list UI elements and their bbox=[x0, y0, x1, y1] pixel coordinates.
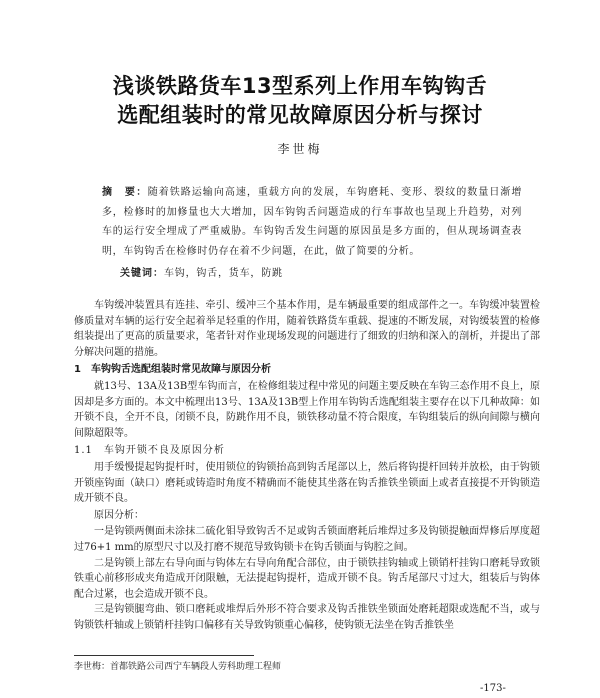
author: 李世梅 bbox=[277, 142, 323, 156]
keywords-label: 关键词： bbox=[120, 268, 164, 279]
subsection-heading-1-1: 1.1 车钩开锁不良及原因分析 bbox=[74, 445, 225, 457]
abstract bbox=[102, 183, 522, 261]
paragraph-unlock: 用手缓慢提起钩提杆时，使用锁位的钩锁抬高到钩舌尾部以上，然后将钩提杆回转并放松，由于钩锁开锁座钩面（缺口）磨耗或铸造时角度不精确而不能使其坐落在钩舌推铁坐锁面上或者直接提不开钩锁造成开锁不良。 bbox=[74, 461, 540, 505]
paragraph-intro: 车钩缓冲装置具有连挂、牵引、缓冲三个基本作用，是车辆最重要的组成部件之一。车钩缓冲装置检修质量对车辆的运行安全起着举足轻重的作用，随着铁路货车重载、提速的不断发展，对钩缓装置的检修组装提出了更高的质量要求，笔者针对作业现场发现的问题进行了细致的归纳和深入的剖析，并提出了部分解决问题的措施。 bbox=[74, 300, 540, 358]
title-line-1: 浅谈铁路货车13型系列上作用车钩钩舌 bbox=[112, 74, 488, 98]
footnote: 李世梅：首都铁路公司西宁车辆段人劳科助理工程师 bbox=[74, 662, 282, 672]
paragraph-section-1: 就13号、13A及13B型车钩而言，在检修组装过程中常见的问题主要反映在车钩三态作用不良上，原因却是多方面的。本文中梳理出13号、13A及13B型上作用车钩钩舌选配组装主要存在以下几种故障：如开锁不良，全开不良，闭锁不良，防跳作用不良，锁铁移动量不符合限度，车钩组装后的纵向间隙与横向间隙超限等。 bbox=[74, 380, 540, 439]
abstract-label: 摘 要： bbox=[102, 187, 148, 198]
cause-analysis-label: 原因分析： bbox=[94, 509, 144, 521]
paragraph-cause-2: 二是钩锁上部左右导向面与钩体左右导向角配合部位，由于锁铁挂钩轴或上锁销杆挂钩口磨耗导致锁铁重心前移形成夹角造成开闭限触，无法提起钩提杆，造成开锁不良。钩舌尾部尺寸过大，组装后与钩体配合过紧，也会造成开锁不良。 bbox=[74, 557, 540, 600]
paragraph-cause-1: 一是钩锁两侧面未涂抹二硫化钼导致钩舌不足或钩舌锁面磨耗后堆焊过多及钩锁提触面焊修后厚度超过76+1 mm的原型尺寸以及打磨不规范导致钩锁卡在钩舌锁面与钩腔之间。 bbox=[74, 526, 540, 553]
title-line-2: 选配组装时的常见故障原因分析与探讨 bbox=[117, 103, 483, 127]
keywords bbox=[120, 264, 283, 279]
section-heading-1: 1 车钩钩舌选配组装时常见故障与原因分析 bbox=[74, 364, 271, 376]
footnote-divider bbox=[74, 655, 254, 656]
paragraph-cause-3: 三是钩锁腿弯曲、锁口磨耗或堆焊后外形不符合要求及钩舌推铁坐锁面处磨耗超限或选配不当，或与钩锁铁杆轴或上锁销杆挂钩口偏移有关导致钩锁重心偏移，使钩锁无法坐在钩舌推铁坐 bbox=[74, 604, 540, 631]
keywords-text: 车钩，钩舌，货车，防跳 bbox=[164, 268, 283, 279]
body-text bbox=[74, 298, 540, 633]
abstract-text: 随着铁路运输向高速，重载方向的发展，车钩磨耗、变形、裂纹的数量日渐增多，检修时的加修量也大大增加，因车钩钩舌问题造成的行车事故也呈现上升趋势，对列车的运行安全埋成了严重威胁。车钩钩舌发生问题的原因虽是多方面的，但从现场调查表明，车钩钩舌在检修时仍存在着不少问题，在此，做了简要的分析。 bbox=[102, 187, 522, 257]
page-number: -173- bbox=[480, 683, 506, 694]
